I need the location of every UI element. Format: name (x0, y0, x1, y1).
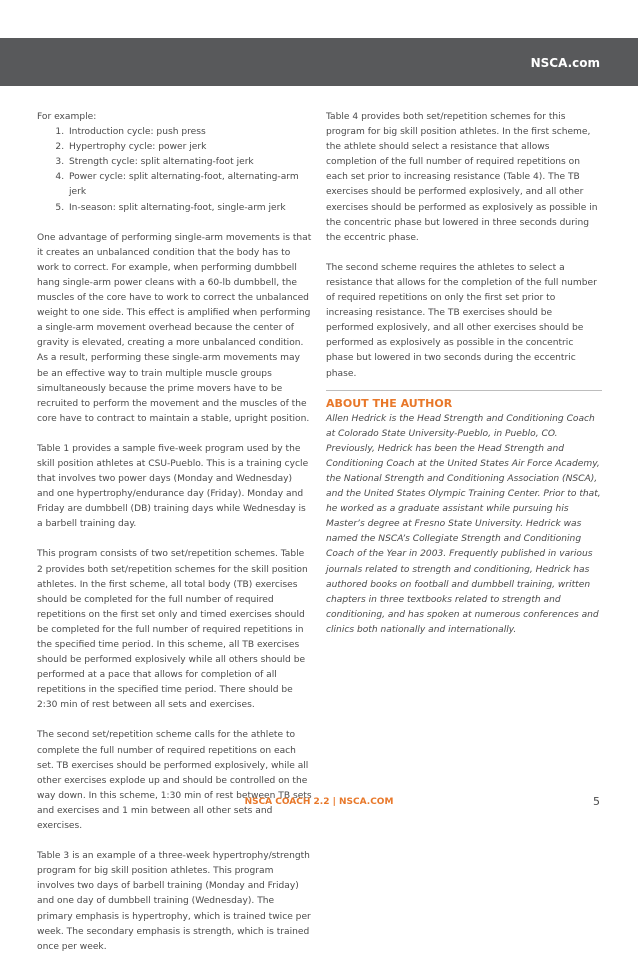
body-paragraph: The second set/repetition scheme calls for the athlete to complete the full number of required repetitions on each set. TB exercises should be performed explosively, while all other exercises explode up and should be controlled on the way down. In this scheme, 1:30 min of rest between TB sets and exercises and 1 min between all other sets and exercises. (37, 730, 312, 832)
body-paragraph: One advantage of performing single-arm movements is that it creates an unbalanced condition that the body has to work to correct. For example, when performing dumbbell hang single-arm power cleans with a 60-lb dumbbell, the muscles of the core have to work to correct the unbalanced weight to one side. This effect is amplified when performing a single-arm movement overhead because the center of gravity is elevated, creating a more unbalanced condition. As a result, performing these single-arm movements may be an effective way to train multiple muscle groups simultaneously because the prime movers have to be recruited to perform the movement and the muscles of the core have to contract to maintain a stable, upright position. (37, 232, 312, 424)
author-bio: Allen Hedrick is the Head Strength and Conditioning Coach at Colorado State University-Pueblo, in Pueblo, CO. Previously, Hedrick has been the Head Strength and Conditioning Coach at the United States Air Force Academy, the National Strength and Conditioning Association (NSCA), and the United States Olympic Training Center. Prior to that, he worked as a graduate assistant while pursuing his Master’s degree at Fresno State University. Hedrick was named the NSCA’s Collegiate Strength and Conditioning Coach of the Year in 2003. Frequently published in various journals related to strength and conditioning, Hedrick has authored books on football and dumbbell training, written chapters in three textbooks related to strength and conditioning, and has spoken at numerous conferences and clinics both nationally and internationally. (326, 413, 601, 635)
cycle-item: 2. Hypertrophy cycle: power jerk (67, 140, 312, 155)
cycle-list (37, 125, 312, 216)
body-paragraph: Table 1 provides a sample five-week program used by the skill position athletes at CSU-Pueblo. This is a training cycle that involves two power days (Monday and Wednesday) and one hypertrophy/endurance day (Friday). Monday and Friday are dumbbell (DB) training days while Wednesday is a barbell training day. (37, 443, 309, 530)
cycle-item: 3. Strength cycle: split alternating-foot jerk (67, 155, 312, 170)
body-paragraph: Table 4 provides both set/repetition schemes for this program for big skill position athletes. In the first scheme, the athlete should select a resistance that allows completion of the full number of required repetitions on each set prior to increasing resistance (Table 4). The TB exercises should be performed explosively, and all other exercises should be performed as explosively as possible in the concentric phase but lowered in three seconds during the eccentric phase. (326, 112, 598, 243)
cycle-item: 5. In-season: split alternating-foot, single-arm jerk (67, 201, 312, 216)
cycle-item: 1. Introduction cycle: push press (67, 125, 312, 140)
header-bar (0, 38, 638, 86)
page-number: 5 (593, 795, 600, 808)
section-divider (326, 390, 602, 391)
body-paragraph: This program consists of two set/repetition schemes. Table 2 provides both set/repetition schemes for the skill position athletes. In the first scheme, all total body (TB) exercises should be completed for the full number of required repetitions on the first set only and timed exercises should be completed for the full number of required repetitions in the specified time period. In this scheme, all TB exercises should be performed explosively while all others should be performed at a pace that allows for completion of all repetitions in the specified time period. There should be 2:30 min of rest between all sets and exercises. (37, 549, 308, 711)
right-column (326, 110, 602, 638)
site-link[interactable]: NSCA.com (530, 56, 600, 70)
footer-publication: NSCA COACH 2.2 | NSCA.COM (244, 797, 394, 807)
cycle-item: 4. Power cycle: split alternating-foot, alternating-arm jerk (67, 170, 312, 200)
body-paragraph: Table 3 is an example of a three-week hypertrophy/strength program for big skill position athletes. This program involves two days of barbell training (Monday and Friday) and one day of dumbbell training (Wednesday). The primary emphasis is hypertrophy, which is trained twice per week. The secondary emphasis is strength, which is trained once per week. (37, 851, 311, 952)
body-paragraph: The second scheme requires the athletes to select a resistance that allows for the completion of the full number of required repetitions on only the first set prior to increasing resistance. The TB exercises should be performed explosively, and all other exercises should be performed as explosively as possible in the concentric phase but lowered in two seconds during the eccentric phase. (326, 262, 597, 379)
example-intro: For example: (37, 112, 97, 122)
about-author-heading: ABOUT THE AUTHOR (326, 396, 453, 410)
left-column (37, 110, 312, 970)
